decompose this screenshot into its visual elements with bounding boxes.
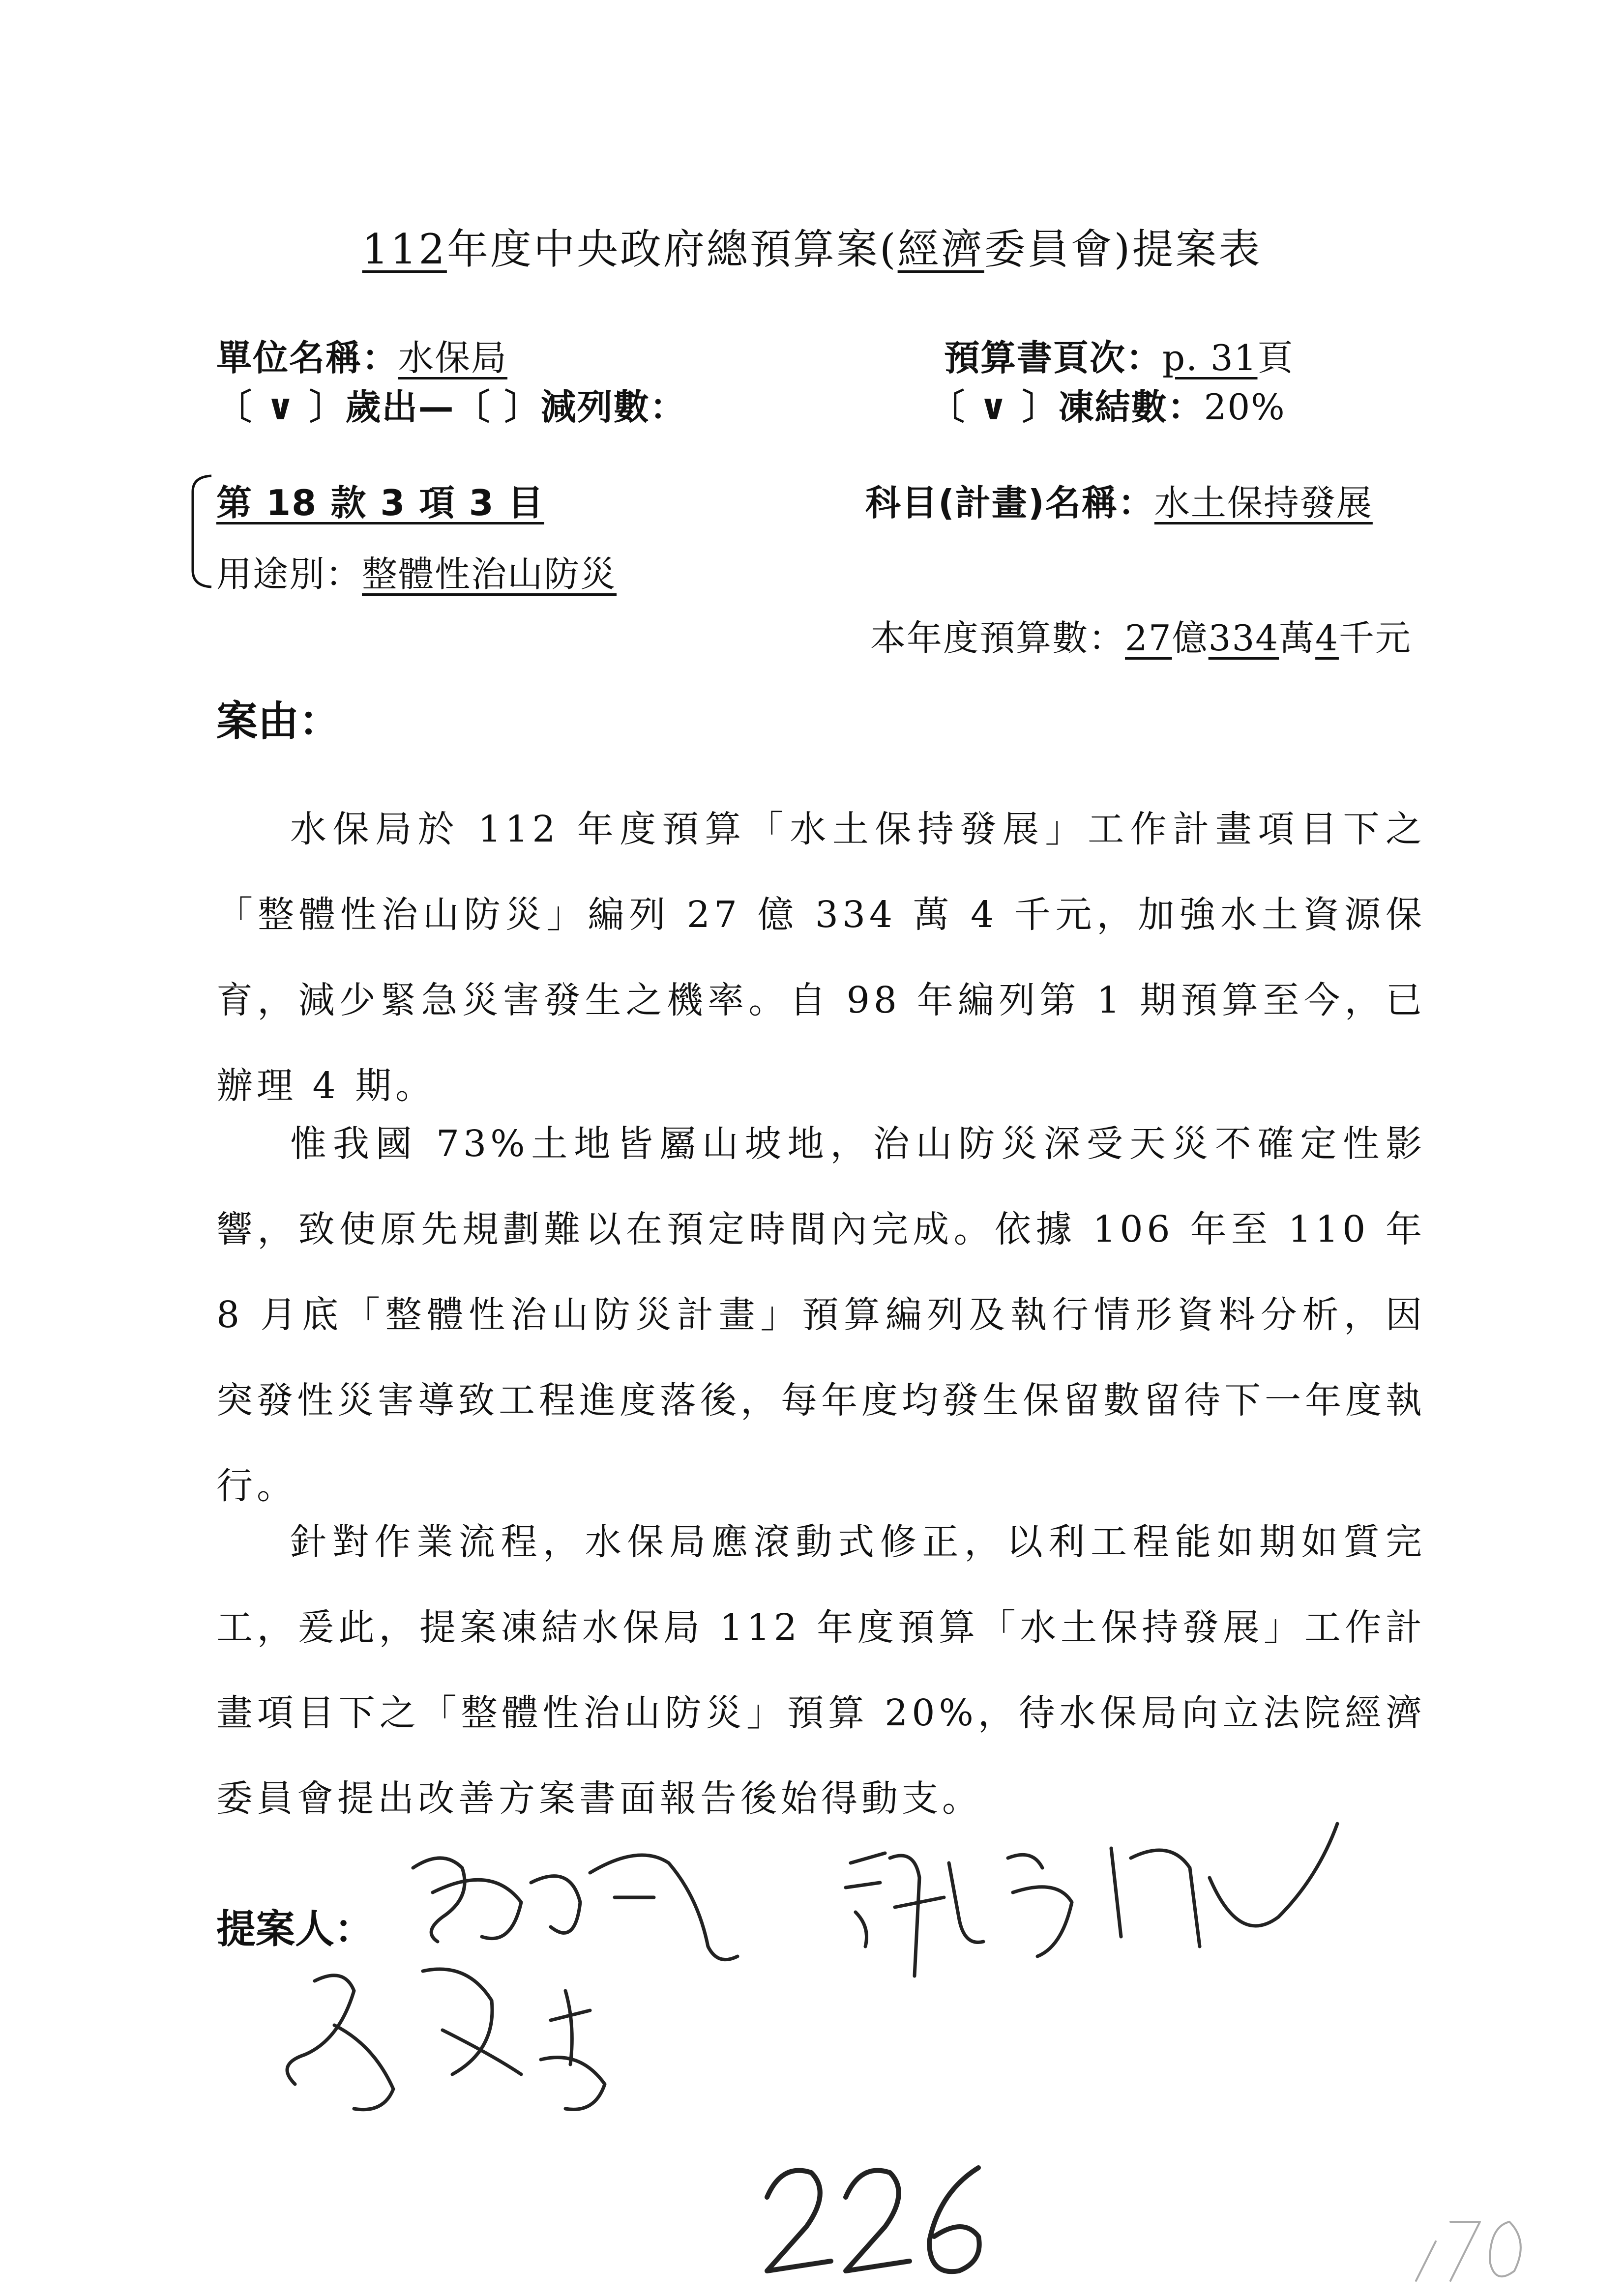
purpose-value: 整體性治山防災	[362, 553, 617, 595]
budget-yi-unit: 億	[1172, 617, 1209, 659]
budget-qian-unit: 千元	[1338, 617, 1412, 659]
section-value: 第 18 款 3 項 3 目	[216, 482, 544, 523]
freeze-value: 20%	[1204, 386, 1286, 428]
purpose-field	[216, 546, 617, 597]
section-bracket	[187, 472, 216, 590]
reason-paragraph-2: 惟我國 73%土地皆屬山坡地，治山防災深受天災不確定性影響，致使原先規劃難以在預定時間內完成。依據 106 年至 110 年 8 月底「整體性治山防災計畫」預算編列及執行情形資料分析，因突發性災害導致工程進度落後，每年度均發生保留數留待下一年度執行。	[216, 1123, 1426, 1507]
budget-page-field	[944, 329, 1294, 380]
budget-wan-value: 334	[1208, 617, 1279, 659]
signature-2	[846, 1824, 1337, 1976]
signature-1	[413, 1855, 738, 1960]
title-year: 112	[362, 225, 447, 273]
unit-name-value: 水保局	[398, 337, 508, 378]
budget-label: 本年度預算數：	[870, 617, 1125, 659]
purpose-label: 用途別：	[216, 553, 362, 595]
expense-reduction-line: 〔 ∨ 〕歲出—〔 〕減列數：	[216, 386, 686, 428]
section-number	[216, 474, 544, 525]
title-committee: 經濟	[897, 225, 984, 273]
subject-label: 科目(計畫)名稱：	[865, 482, 1154, 523]
budget-yi-value: 27	[1125, 617, 1172, 659]
budget-page-suffix: 頁	[1257, 337, 1294, 378]
freeze-amount-field	[929, 378, 1286, 430]
budget-page-value: p. 31	[1162, 337, 1258, 378]
proposer-label: 提案人：	[216, 1906, 374, 1952]
annual-budget-field	[870, 610, 1412, 661]
handwritten-page-number	[767, 2168, 979, 2271]
title-text: 年度中央政府總預算案(	[446, 225, 898, 273]
reason-paragraph-3: 針對作業流程，水保局應滾動式修正，以利工程能如期如質完工，爰此，提案凍結水保局 112 年度預算「水土保持發展」工作計畫項目下之「整體性治山防災」預算 20%，待水保局向立法院經濟委員會提出改善方案書面報告後始得動支。	[216, 1521, 1426, 1820]
unit-name-label: 單位名稱：	[216, 337, 399, 378]
subject-name-field	[865, 474, 1373, 525]
title-end: 委員會)提案表	[984, 225, 1262, 273]
subject-value: 水土保持發展	[1154, 482, 1373, 523]
corner-mark	[1416, 2222, 1521, 2281]
page-title	[0, 216, 1624, 276]
freeze-label: 〔 ∨ 〕凍結數：	[929, 386, 1204, 428]
budget-wan-unit: 萬	[1279, 617, 1316, 659]
reason-heading: 案由：	[216, 697, 341, 745]
signature-3	[287, 1969, 605, 2110]
budget-qian-value: 4	[1315, 617, 1339, 659]
reason-paragraph-1: 水保局於 112 年度預算「水土保持發展」工作計畫項目下之「整體性治山防災」編列 27 億 334 萬 4 千元，加強水土資源保育，減少緊急災害發生之機率。自 98 年編列第 1 期預算至今，已辦理 4 期。	[216, 808, 1426, 1107]
budget-page-label: 預算書頁次：	[944, 337, 1163, 378]
unit-name-field	[216, 329, 507, 380]
